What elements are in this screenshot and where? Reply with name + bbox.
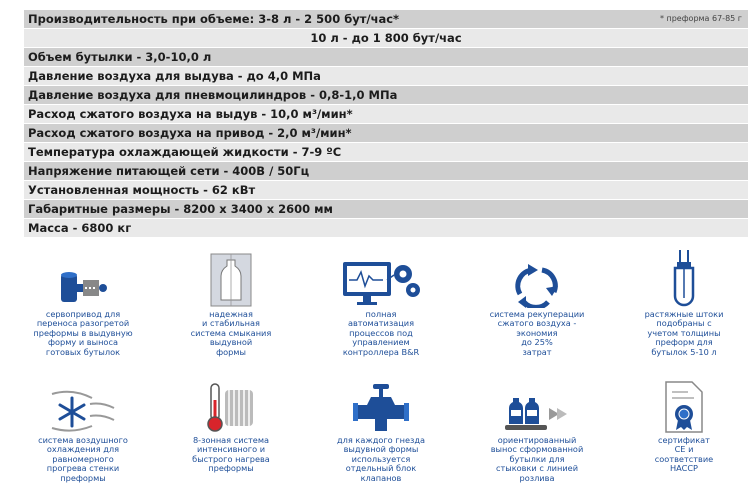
feature-servo: [13, 246, 153, 357]
spec-row: Расход сжатого воздуха на привод - 2,0 м³/мин*: [24, 124, 748, 142]
feature-caption: ориентированный вынос сформованной бутылки для стыковки с линией розлива: [490, 435, 584, 483]
feature-caption: система рекуперации сжатого воздуха - экономия до 25% затрат: [489, 309, 585, 357]
spec-row: Габаритные размеры - 8200 х 3400 х 2600 мм: [24, 200, 748, 218]
spec-row: Температура охлаждающей жидкости - 7-9 ºС: [24, 143, 748, 161]
certificate-icon: [664, 380, 704, 434]
feature-caption: для каждого гнезда выдувной формы используется отдельный блок клапанов: [336, 435, 426, 483]
feature-heating: [161, 372, 301, 474]
recycle-arrows-icon: [514, 264, 560, 308]
feature-automation: [311, 246, 451, 357]
feature-caption: 8-зонная система интенсивного и быстрого нагрева преформы: [192, 435, 270, 474]
feature-caption: сертификат CE и соответствие HACCP: [654, 435, 714, 474]
spec-row: Напряжение питающей сети - 400В / 50Гц: [24, 162, 748, 180]
spec-row: [24, 10, 748, 28]
feature-caption: полная автоматизация процессов под управлением контроллера B&R: [342, 309, 420, 357]
feature-air-cooling: [13, 372, 153, 483]
spec-row: 10 л - до 1 800 бут/час: [24, 29, 748, 47]
spec-table: [24, 10, 748, 238]
feature-stretch-rods: [614, 246, 753, 357]
bottle-mold-icon: [209, 252, 253, 308]
snowflake-air-icon: [50, 388, 116, 434]
feature-bottle-output: [467, 372, 607, 483]
feature-mold: [161, 246, 301, 357]
feature-valves: [311, 372, 451, 483]
spec-row: Давление воздуха для пневмоцилиндров - 0,8-1,0 МПа: [24, 86, 748, 104]
valve-block-icon: [353, 384, 409, 434]
feature-recuperation: [467, 246, 607, 357]
spec-row: Масса - 6800 кг: [24, 219, 748, 237]
feature-caption: система воздушного охлаждения для равномерного прогрева стенки преформы: [38, 435, 128, 483]
feature-caption: надежная и стабильная система смыкания выдувной формы: [190, 309, 272, 357]
spec-text: Производительность при объеме: 3-8 л - 2 500 бут/час*: [28, 12, 400, 26]
feature-caption: растяжные штоки подобраны с учетом толщины преформ для бутылок 5-10 л: [644, 309, 724, 357]
spec-row: Расход сжатого воздуха на выдув - 10,0 м³/мин*: [24, 105, 748, 123]
bottles-conveyor-icon: [505, 394, 569, 434]
feature-certificate: [614, 372, 753, 474]
stretch-rods-icon: [669, 250, 699, 308]
preform-footnote: * преформа 67-85 г: [659, 14, 742, 23]
feature-caption: сервопривод для переноса разогретой преформы в выдувную форму и выноса готовых бутылок: [33, 309, 133, 357]
servo-drive-icon: [55, 268, 111, 308]
spec-row: Объем бутылки - 3,0-10,0 л: [24, 48, 748, 66]
monitor-gears-icon: [339, 260, 423, 308]
spec-row: Давление воздуха для выдува - до 4,0 МПа: [24, 67, 748, 85]
thermometer-heater-icon: [203, 382, 259, 434]
spec-row: Установленная мощность - 62 кВт: [24, 181, 748, 199]
